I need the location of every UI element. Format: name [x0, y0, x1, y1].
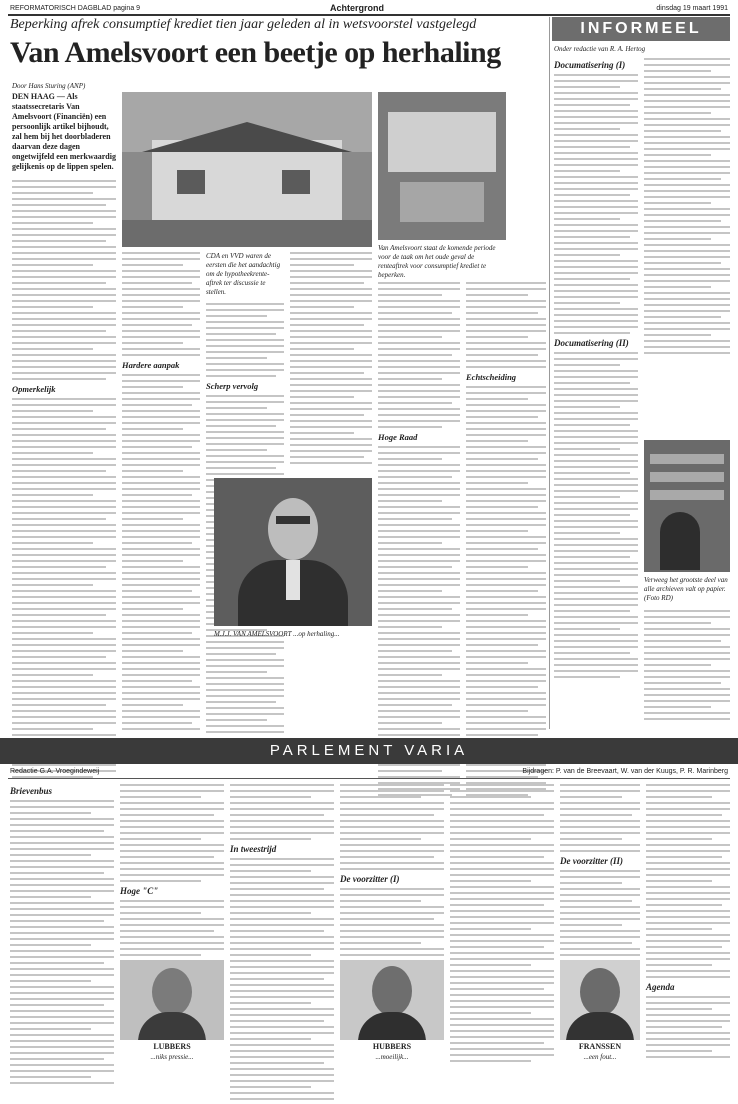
informeel-column-1: [554, 58, 638, 682]
parlement-column-2: [120, 784, 224, 984]
minister-portrait-caption: M.J.J. VAN AMELSVOORT ...op herhaling...: [214, 630, 340, 638]
parlement-column-7: [646, 784, 730, 1062]
subhead-scherp-vervolg: Scherp vervolg: [206, 381, 259, 391]
parlement-rule: [8, 778, 730, 779]
lubbers-portrait: [120, 960, 224, 1040]
item-hoge-c: Hoge "C": [120, 886, 159, 896]
item-voorzitter-1: De voorzitter (I): [340, 874, 400, 884]
story-column-6: [466, 282, 546, 800]
doc-title-1: Documatisering (I): [554, 60, 626, 70]
parlement-varia-banner: PARLEMENT VARIA: [0, 738, 738, 764]
story-byline: Door Hans Sturing (ANP): [12, 82, 86, 90]
subhead-hoge-raad: Hoge Raad: [378, 432, 418, 442]
hubbers-name: HUBBERS: [372, 1042, 412, 1051]
sale-sign-photo: [378, 92, 506, 240]
informeel-column-2b: [644, 610, 730, 724]
lubbers-name: LUBBERS: [153, 1042, 191, 1051]
subhead-echtscheiding: Echtscheiding: [466, 372, 517, 382]
header-rule: [8, 14, 730, 16]
house-photo-caption: CDA en VVD waren de eersten die het aandachtig om de hypotheekrente-aftrek ter discussie te stellen.: [206, 252, 281, 296]
doc-title-2: Documatisering (II): [554, 338, 629, 348]
parlement-contributors: Bijdragen: P. van de Breevaart, W. van der Kuugs, P. R. Marinberg: [522, 768, 728, 775]
lubbers-caption: ...niks pressie...: [150, 1053, 194, 1061]
story-column-1: [12, 92, 116, 782]
franssen-caption: ...een fout...: [583, 1053, 617, 1061]
informeel-editor: Onder redactie van R. A. Hertog: [554, 45, 646, 53]
story-lead: DEN HAAG — Als staatssecretaris Van Amelsvoort (Financiën) een persoonlijk artikel bijhoudt, zal hem bij het doorbladeren daarvan deze dagen ongetwijfeld een merkwaardig gelijkenis op de lippen spelen.: [12, 92, 116, 171]
subhead-opmerkelijk: Opmerkelijk: [12, 384, 56, 394]
hubbers-portrait: [340, 960, 444, 1040]
informeel-banner: INFORMEEL: [552, 17, 730, 41]
story-column-2: [122, 252, 200, 734]
archive-photo: [644, 440, 730, 572]
parlement-column-6: [560, 784, 640, 972]
parlement-column-5: [450, 784, 554, 1066]
house-photo: [122, 92, 372, 247]
money-photo-caption: Van Amelsvoort staat de komende periode voor de taak om het oude geval de renteaftrek voor consumptief krediet te beperken.: [378, 244, 496, 279]
parlement-column-1: [10, 784, 114, 1088]
archive-photo-caption: Verweeg het grootste deel van alle archieven valt op papier. (Foto RD): [644, 576, 728, 602]
informeel-column-2: [644, 58, 730, 358]
franssen-name: FRANSSEN: [578, 1042, 622, 1051]
story-column-4: [290, 252, 372, 468]
issue-date: dinsdag 19 maart 1991: [656, 5, 728, 12]
item-in-tweestrijd: In tweestrijd: [230, 844, 277, 854]
item-agenda: Agenda: [646, 982, 675, 992]
section-label: Achtergrond: [330, 3, 384, 13]
informeel-divider: [549, 17, 550, 729]
parlement-column-4: [340, 784, 444, 966]
item-voorzitter-2: De voorzitter (II): [560, 856, 623, 866]
franssen-portrait: [560, 960, 640, 1040]
parlement-column-3: [230, 784, 334, 1104]
minister-portrait-photo: [214, 478, 372, 626]
paper-page-label: REFORMATORISCH DAGBLAD pagina 9: [10, 5, 141, 12]
story-column-5: [378, 282, 460, 800]
item-brievenbus: Brievenbus: [10, 786, 53, 796]
hubbers-caption: ...moeilijk...: [375, 1053, 409, 1061]
subhead-hardere-aanpak: Hardere aanpak: [122, 360, 180, 370]
story-kicker: Beperking afrek consumptief krediet tien jaar geleden al in wetsvoorstel vastgelegd: [10, 17, 477, 32]
parlement-editor: Redactie G.A. Vroegindeweij: [10, 768, 100, 775]
story-headline: Van Amelsvoort een beetje op herhaling: [10, 36, 501, 69]
